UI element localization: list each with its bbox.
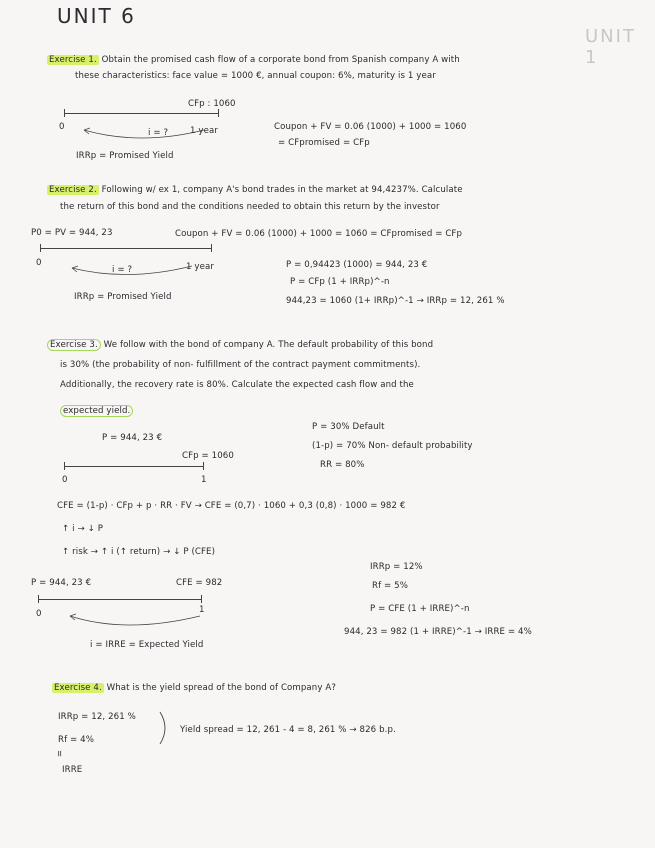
ex3-cfe2: CFE = 982 (176, 578, 223, 588)
ex3-expected-yield: expected yield. (60, 405, 133, 417)
ex4-line1 (52, 683, 336, 694)
ex4-irrp: IRRp = 12, 261 % (58, 712, 136, 722)
ex3-nondefault: (1-p) = 70% Non- default probability (312, 441, 473, 451)
ex1-zero: 0 (59, 122, 65, 132)
ex3-cfe-formula: CFE = (1-p) · CFp + p · RR · FV → CFE = (0,7) · 1060 + 0,3 (0,8) · 1000 = 982 € (57, 501, 406, 511)
ex1-tick-end (218, 109, 219, 117)
ex3-zero2: 0 (36, 609, 42, 619)
ex3-rf: Rf = 5% (372, 581, 408, 591)
ex1-line1 (47, 55, 460, 66)
ex3-one2: 1 (199, 605, 205, 615)
ex3-text1: We follow with the bond of company A. The default probability of this bond (103, 340, 434, 350)
ex3-tick-end (203, 462, 204, 470)
ex3-zero: 0 (62, 475, 68, 485)
ex2-formula2: P = CFp (1 + IRRp)^-n (290, 277, 390, 287)
ex4-spread: Yield spread = 12, 261 - 4 = 8, 261 % → 826 b.p. (180, 725, 396, 735)
ex3-tick2-start (38, 595, 39, 603)
ex1-text1: Obtain the promised cash flow of a corporate bond from Spanish company A with (101, 55, 460, 65)
ex3-relation1: ↑ i → ↓ P (62, 524, 103, 534)
ex4-brace (158, 710, 172, 746)
ex3-rr: RR = 80% (320, 460, 365, 470)
ex4-irre: IRRE (62, 765, 83, 775)
ex3-cfp: CFp = 1060 (182, 451, 234, 461)
ex2-formula0: Coupon + FV = 0.06 (1000) + 1000 = 1060 = CFpromised = CFp (175, 229, 463, 239)
ex1-i: i = ? (148, 128, 169, 138)
ex3-formula1: P = CFE (1 + IRRE)^-n (370, 604, 470, 614)
ex4-question: What is the yield spread of the bond of Company A? (106, 683, 337, 693)
ex3-tick2-end (201, 595, 202, 603)
ex1-irr: IRRp = Promised Yield (76, 151, 174, 161)
ex2-tick-start (40, 244, 41, 252)
ex1-formula2: = CFpromised = CFp (278, 138, 370, 148)
ex1-tick-start (64, 109, 65, 117)
ex4-equals: = (54, 750, 64, 758)
ex2-year: 1 year (186, 262, 214, 272)
ex3-line3: Additionally, the recovery rate is 80%. Calculate the expected cash flow and the (60, 380, 414, 390)
ex1-timeline (64, 113, 219, 114)
ex3-irre: i = IRRE = Expected Yield (90, 640, 204, 650)
ex2-line1 (47, 185, 463, 196)
ex3-timeline (64, 466, 204, 467)
ex3-price2: P = 944, 23 € (31, 578, 92, 588)
ex3-relation2: ↑ risk → ↑ i (↑ return) → ↓ P (CFE) (62, 547, 216, 557)
unit-title: UNIT 6 (57, 4, 136, 28)
ex3-line1 (47, 340, 433, 351)
ex1-label: Exercise 1. (49, 55, 97, 65)
ex3-timeline2 (38, 599, 202, 600)
ex4-label: Exercise 4. (54, 683, 102, 693)
ex3-price: P = 944, 23 € (102, 433, 163, 443)
ex3-arrow (66, 612, 206, 632)
ex2-irr: IRRp = Promised Yield (74, 292, 172, 302)
ex2-p0: P0 = PV = 944, 23 (31, 228, 113, 238)
ex3-tick-start (64, 462, 65, 470)
ex2-text1: Following w/ ex 1, company A's bond trades in the market at 94,4237%. Calculate (101, 185, 463, 195)
ex3-label: Exercise 3. (47, 339, 101, 351)
ex4-rf: Rf = 4% (58, 735, 94, 745)
ex1-formula1: Coupon + FV = 0.06 (1000) + 1000 = 1060 (274, 122, 467, 132)
ghost-text: UNIT 1 (585, 26, 636, 68)
ex2-zero: 0 (36, 258, 42, 268)
ex3-irrp: IRRp = 12% (370, 562, 423, 572)
ex2-formula1: P = 0,94423 (1000) = 944, 23 € (286, 260, 428, 270)
ex1-line2: these characteristics: face value = 1000 €, annual coupon: 6%, maturity is 1 year (75, 71, 436, 81)
ex3-formula2: 944, 23 = 982 (1 + IRRE)^-1 → IRRE = 4% (344, 627, 532, 637)
ex2-tick-end (211, 244, 212, 252)
ex2-label: Exercise 2. (49, 185, 97, 195)
ex1-cfp: CFp : 1060 (188, 99, 236, 109)
ex2-formula3: 944,23 = 1060 (1+ IRRp)^-1 → IRRp = 12, 261 % (286, 296, 505, 306)
ex1-year: 1 year (190, 126, 218, 136)
ex3-line4 (60, 406, 133, 417)
ex2-i: i = ? (112, 265, 133, 275)
ex3-default: P = 30% Default (312, 422, 385, 432)
ex2-timeline (40, 248, 212, 249)
ex2-arrow (68, 262, 198, 282)
ex3-one: 1 (201, 475, 207, 485)
ex2-line2: the return of this bond and the conditions needed to obtain this return by the investor (60, 202, 440, 212)
ex3-line2: is 30% (the probability of non- fulfillment of the contract payment commitments). (60, 360, 421, 370)
